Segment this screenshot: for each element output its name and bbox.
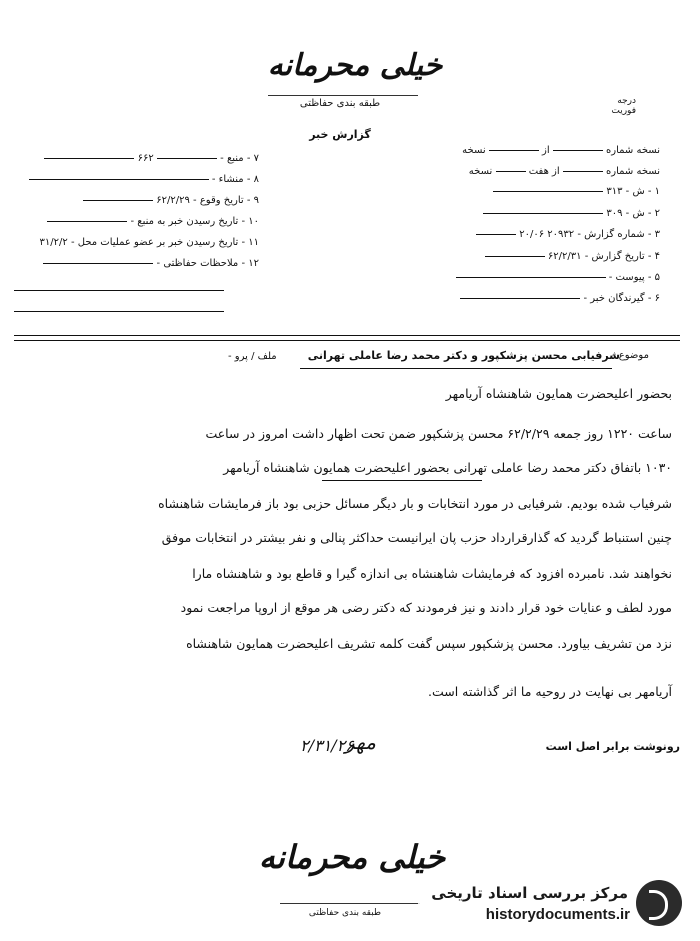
field-source: ۷ - منبع - ۶۶۲ xyxy=(14,153,259,164)
urgency-degree-label: درجه فوریت xyxy=(611,96,636,116)
field-report-number: ۳ - شماره گزارش - ۲۰۹۳۲ ۲۰/۰۶ xyxy=(420,229,660,240)
report-title: گزارش خبر xyxy=(309,128,371,141)
classification-sub-top: طبقه بندی حفاظتی xyxy=(299,98,381,109)
blank-line-2 xyxy=(14,311,224,312)
body-line-5: چنین استنباط گردید که گذارقرارداد حزب پان ایرانیست حداکثر پنالی و نفر بیشتر در انتخابات موفق xyxy=(161,530,672,545)
stamp-underline-bottom xyxy=(280,903,420,904)
file-label: ملف / پرو - xyxy=(228,351,277,362)
subject-underline xyxy=(300,368,612,369)
classification-sub-bottom: طبقه بندی حفاظتی xyxy=(308,908,382,918)
field-occurrence-date: ۹ - تاریخ وقوع - ۶۲/۲/۲۹ xyxy=(14,195,259,206)
field-2: ۲ - ش - ۳۰۹ xyxy=(420,208,660,219)
body-line-7: مورد لطف و عنایات خود قرار دادند و نیز فرمودند که دکتر رضی هر موقع از اروپا مراجعت نمود xyxy=(180,600,672,615)
classification-stamp-bottom: خیلی محرمانه xyxy=(258,838,446,876)
body-line-8: نزد من تشریف بیاورد. محسن پزشکپور سپس گفت کلمه تشریف اعلیحضرت همایون شاهنشاه xyxy=(186,636,672,651)
copy-number-line-1: نسخه شماره از نسخه xyxy=(462,145,660,156)
classification-stamp-top: خیلی محرمانه xyxy=(267,48,443,83)
signature-date: ۲/۳۱/۲۶ xyxy=(300,736,354,755)
separator-upper xyxy=(14,335,680,336)
name-underline xyxy=(322,480,482,481)
field-attachment: ۵ - پیوست - xyxy=(420,272,660,283)
stamp-underline-top xyxy=(268,95,418,96)
subject-label: موضوع - xyxy=(612,350,649,361)
field-recipients: ۶ - گیرندگان خبر - xyxy=(420,293,660,304)
field-report-date: ۴ - تاریخ گزارش - ۶۲/۲/۳۱ xyxy=(420,251,660,262)
field-1: ۱ - ش - ۳۱۳ xyxy=(420,186,660,197)
archive-seal-icon xyxy=(636,880,682,926)
body-line-1: بحضور اعلیحضرت همایون شاهنشاه آریامهر xyxy=(445,386,672,401)
field-source-receipt-date: ۱۰ - تاریخ رسیدن خبر به منبع - xyxy=(14,216,259,227)
body-line-9: آریامهر بی نهایت در روحیه ما اثر گذاشته است. xyxy=(428,684,672,699)
logo-url: historydocuments.ir xyxy=(485,906,630,923)
certified-copy-note: رونوشت برابر اصل است xyxy=(545,740,680,753)
field-security-notes: ۱۲ - ملاحظات حفاظتی - xyxy=(14,258,259,269)
body-line-2: ساعت ۱۲۲۰ روز جمعه ۶۲/۲/۲۹ محسن پزشکپور ضمن تحت اظهار داشت امروز در ساعت xyxy=(205,426,672,441)
logo-org-name: مرکز بررسی اسناد تاریخی xyxy=(431,884,628,902)
subject-text: شرفیابی محسن پزشکپور و دکتر محمد رضا عاملی تهرانی xyxy=(307,349,620,362)
separator-lower xyxy=(14,340,680,341)
copy-number-line-2: نسخه شماره از هفت نسخه xyxy=(468,166,660,177)
signature-scribble: مهر xyxy=(345,730,376,754)
body-line-6: نخواهند شد. نامبرده افزود که فرمایشات شاهنشاه بی اندازه گیرا و قاطع بود و شاهنشاه مارا xyxy=(192,566,672,581)
field-origin: ۸ - منشاء - xyxy=(14,174,259,185)
body-line-3: ۱۰۳۰ باتفاق دکتر محمد رضا عاملی تهرانی بحضور اعلیحضرت همایون شاهنشاه آریامهر xyxy=(223,460,672,475)
blank-line-1 xyxy=(14,290,224,291)
field-operations-receipt-date: ۱۱ - تاریخ رسیدن خبر بر عضو عملیات محل - ۳۱/۲/۲ xyxy=(39,237,259,248)
body-line-4: شرفیاب شده بودیم. شرفیابی در مورد انتخابات و بار دیگر مسائل حزبی بود باز فرمایشات شاهنشاه xyxy=(158,496,672,511)
